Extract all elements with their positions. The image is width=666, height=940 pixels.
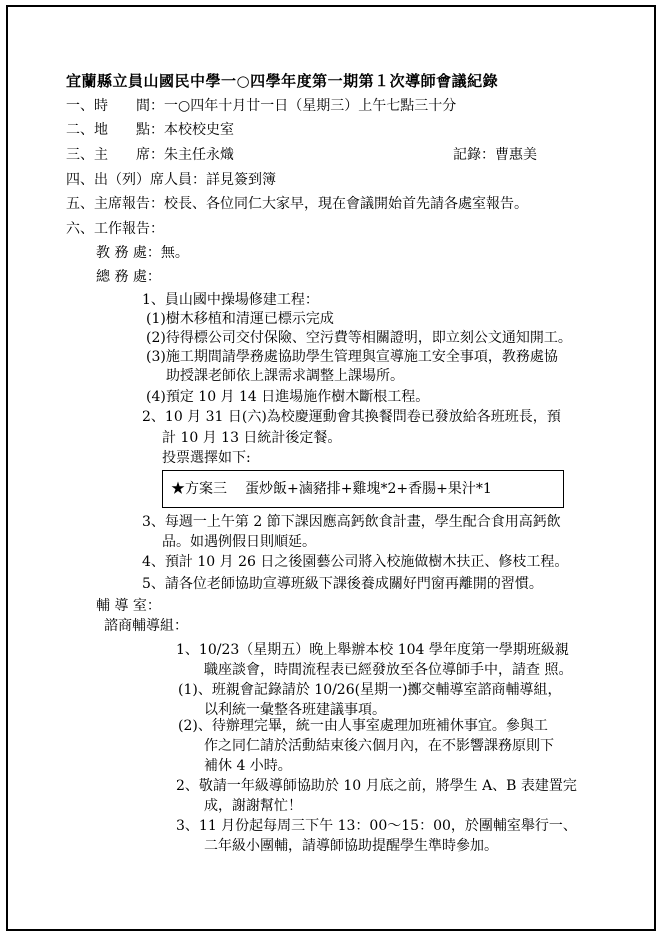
guidance-item: (2)、待辦理完畢，統一由人事室處理加班補休事宜。參與工 <box>178 718 548 734</box>
general-item: (3)施工期間請學務處協助學生管理與宣導施工安全事項，教務處協 <box>146 349 558 365</box>
academic-affairs-report: 教 務 處：無。 <box>96 245 189 261</box>
general-item: 助授課老師依上課需求調整上課場所。 <box>166 368 404 384</box>
meeting-chair: 三、主 席：朱主任永熾 <box>66 147 234 163</box>
general-item: (1)樹木移植和清運已標示完成 <box>146 311 334 327</box>
vote-option-label: ★方案三 <box>171 481 227 497</box>
general-item: (2)待得標公司交付保險、空污費等相關證明，即立刻公文通知開工。 <box>146 330 572 346</box>
general-item: 2、10 月 31 日(六)為校慶運動會其換餐問卷已發放給各班班長，預 <box>142 409 561 425</box>
meeting-attendees: 四、出（列）席人員：詳見簽到簿 <box>66 172 276 188</box>
general-item: 4、預計 10 月 26 日之後園藝公司將入校施做樹木扶正、修枝工程。 <box>142 554 569 570</box>
meeting-place: 二、地 點：本校校史室 <box>66 122 234 138</box>
guidance-item: 3、11 月份起每周三下午 13：00～15：00，於團輔室舉行一、 <box>176 818 577 834</box>
vote-heading: 投票選擇如下: <box>162 450 251 466</box>
guidance-item: (1)、班親會記錄請於 10/26(星期一)擲交輔導室諮商輔導組， <box>178 682 562 698</box>
general-item: (4)預定 10 月 14 日進場施作樹木斷根工程。 <box>146 389 430 405</box>
guidance-item: 補休 4 小時。 <box>204 758 292 774</box>
general-affairs-heading: 總 務 處： <box>96 269 161 285</box>
general-item: 3、每週一上午第 2 節下課因應高鈣飲食計畫，學生配合食用高鈣飲 <box>142 514 561 530</box>
vote-menu-items: 蛋炒飯+滷豬排+雞塊*2+香腸+果汁*1 <box>245 481 492 497</box>
counseling-group-heading: 諮商輔導組： <box>104 618 188 634</box>
guidance-item: 2、敬請一年級導師協助於 10 月底之前，將學生 A、B 表建置完 <box>176 778 577 794</box>
guidance-office-heading: 輔 導 室： <box>96 598 161 614</box>
guidance-item: 1、10/23（星期五）晚上舉辦本校 104 學年度第一學期班級親 <box>176 642 569 658</box>
general-item: 品。如遇例假日則順延。 <box>162 534 316 550</box>
general-item: 計 10 月 13 日統計後定餐。 <box>162 430 342 446</box>
guidance-item: 二年級小團輔，請導師協助提醒學生準時參加。 <box>204 838 498 854</box>
guidance-item: 職座談會，時間流程表已經發放至各位導師手中，請查 照。 <box>204 662 573 678</box>
general-item: 1、員山國中操場修建工程： <box>142 292 319 308</box>
meeting-time: 一、時 間：一○四年十月廿一日（星期三）上午七點三十分 <box>66 98 457 114</box>
guidance-item: 成，謝謝幫忙！ <box>204 798 302 814</box>
guidance-item: 作之同仁請於活動結束後六個月內，在不影響課務原則下 <box>204 738 554 754</box>
document-title: 宜蘭縣立員山國民中學一○四學年度第一期第１次導師會議紀錄 <box>66 72 499 90</box>
vote-option-box <box>162 470 564 508</box>
general-item: 5、請各位老師協助宣導班級下課後養成關好門窗再離開的習慣。 <box>142 576 543 592</box>
chair-report: 五、主席報告：校長、各位同仁大家早，現在會議開始首先請各處室報告。 <box>66 196 528 212</box>
work-report-heading: 六、工作報告： <box>66 221 164 237</box>
meeting-recorder: 記錄：曹惠美 <box>453 147 537 163</box>
guidance-item: 以利統一彙整各班建議事項。 <box>204 702 386 718</box>
